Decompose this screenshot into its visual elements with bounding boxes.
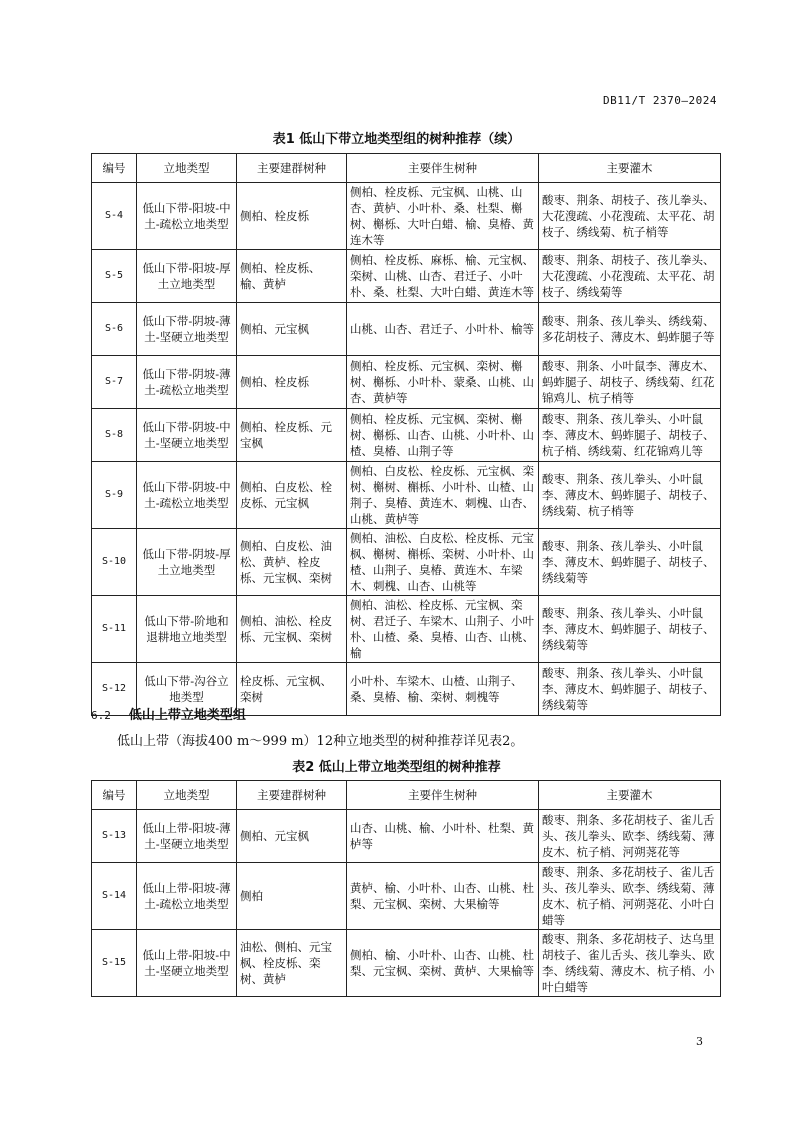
row-id: S-7	[92, 356, 137, 409]
table-row	[92, 409, 721, 462]
row-assoc-species: 侧柏、油松、白皮松、栓皮栎、元宝枫、槲树、槲栎、栾树、小叶朴、山楂、山荆子、臭椿、黄连木、车梁木、刺槐、山杏、山桃等	[347, 529, 539, 596]
row-assoc-species: 小叶朴、车梁木、山楂、山荆子、桑、臭椿、榆、栾树、刺槐等	[347, 663, 539, 716]
table1-header-assoc: 主要伴生树种	[347, 154, 539, 183]
row-shrubs: 酸枣、荆条、孩儿拳头、小叶鼠李、薄皮木、蚂蚱腿子、胡枝子、绣线菊等	[539, 596, 721, 663]
row-id: S-5	[92, 250, 137, 303]
row-main-species: 栓皮栎、元宝枫、栾树	[237, 663, 347, 716]
table1-header-type: 立地类型	[137, 154, 237, 183]
table-row	[92, 183, 721, 250]
row-assoc-species: 山桃、山杏、君迁子、小叶朴、榆等	[347, 303, 539, 356]
row-shrubs: 酸枣、荆条、小叶鼠李、薄皮木、蚂蚱腿子、胡枝子、绣线菊、红花锦鸡儿、杭子梢等	[539, 356, 721, 409]
row-shrubs: 酸枣、荆条、孩儿拳头、绣线菊、多花胡枝子、薄皮木、蚂蚱腿子等	[539, 303, 721, 356]
table-row	[92, 930, 721, 997]
table2-header-row	[92, 781, 721, 810]
row-type: 低山下带-阴坡-薄土-疏松立地类型	[137, 356, 237, 409]
row-id: S-9	[92, 462, 137, 529]
row-id: S-4	[92, 183, 137, 250]
row-main-species: 侧柏	[237, 863, 347, 930]
table2-caption: 表2 低山上带立地类型组的树种推荐	[292, 760, 501, 775]
row-id: S-13	[92, 810, 137, 863]
table2-header-id: 编号	[92, 781, 137, 810]
row-type: 低山上带-阳坡-中土-坚硬立地类型	[137, 930, 237, 997]
table-row	[92, 303, 721, 356]
row-type: 低山下带-阳坡-中土-疏松立地类型	[137, 183, 237, 250]
row-shrubs: 酸枣、荆条、孩儿拳头、小叶鼠李、薄皮木、蚂蚱腿子、胡枝子、杭子梢、绣线菊、红花锦鸡儿等	[539, 409, 721, 462]
row-main-species: 油松、侧柏、元宝枫、栓皮栎、栾树、黄栌	[237, 930, 347, 997]
body-paragraph: 低山上带（海拔400 m～999 m）12种立地类型的树种推荐详见表2。	[117, 734, 524, 749]
row-shrubs: 酸枣、荆条、孩儿拳头、小叶鼠李、薄皮木、蚂蚱腿子、胡枝子、绣线菊等	[539, 663, 721, 716]
row-shrubs: 酸枣、荆条、多花胡枝子、达乌里胡枝子、雀儿舌头、孩儿拳头、欧李、绣线菊、薄皮木、杭子梢、小叶白蜡等	[539, 930, 721, 997]
row-assoc-species: 黄栌、榆、小叶朴、山杏、山桃、杜梨、元宝枫、栾树、大果榆等	[347, 863, 539, 930]
table-row	[92, 863, 721, 930]
row-main-species: 侧柏、栓皮栎、榆、黄栌	[237, 250, 347, 303]
table-row	[92, 250, 721, 303]
row-type: 低山下带-阴坡-中土-疏松立地类型	[137, 462, 237, 529]
table-row	[92, 356, 721, 409]
row-assoc-species: 侧柏、白皮松、栓皮栎、元宝枫、栾树、槲树、槲栎、小叶朴、山楂、山荆子、臭椿、黄连木、刺槐、山杏、山桃、黄栌等	[347, 462, 539, 529]
row-shrubs: 酸枣、荆条、多花胡枝子、雀儿舌头、孩儿拳头、欧李、绣线菊、薄皮木、杭子梢、河朔荛花、小叶白蜡等	[539, 863, 721, 930]
table1	[91, 153, 721, 716]
row-id: S-15	[92, 930, 137, 997]
table2-header-main: 主要建群树种	[237, 781, 347, 810]
row-main-species: 侧柏、白皮松、栓皮栎、元宝枫	[237, 462, 347, 529]
table1-header-id: 编号	[92, 154, 137, 183]
section-title: 低山上带立地类型组	[128, 708, 246, 723]
row-type: 低山下带-沟谷立地类型	[137, 663, 237, 716]
row-id: S-14	[92, 863, 137, 930]
row-assoc-species: 侧柏、栓皮栎、元宝枫、栾树、槲树、槲栎、小叶朴、蒙桑、山桃、山杏、黄栌等	[347, 356, 539, 409]
row-id: S-12	[92, 663, 137, 716]
row-main-species: 侧柏、油松、栓皮栎、元宝枫、栾树	[237, 596, 347, 663]
row-type: 低山下带-阴坡-薄土-坚硬立地类型	[137, 303, 237, 356]
row-id: S-8	[92, 409, 137, 462]
row-assoc-species: 侧柏、栓皮栎、元宝枫、栾树、槲树、槲栎、山杏、山桃、小叶朴、山楂、臭椿、山荆子等	[347, 409, 539, 462]
row-main-species: 侧柏、元宝枫	[237, 303, 347, 356]
row-type: 低山下带-阶地和退耕地立地类型	[137, 596, 237, 663]
table1-header-row	[92, 154, 721, 183]
row-main-species: 侧柏、元宝枫	[237, 810, 347, 863]
table1-caption: 表1 低山下带立地类型组的树种推荐（续）	[272, 132, 521, 147]
table1-header-shrub: 主要灌木	[539, 154, 721, 183]
row-type: 低山上带-阳坡-薄土-坚硬立地类型	[137, 810, 237, 863]
row-id: S-10	[92, 529, 137, 596]
table2	[91, 780, 721, 997]
row-shrubs: 酸枣、荆条、胡枝子、孩儿拳头、大花溲疏、小花溲疏、太平花、胡枝子、绣线菊等	[539, 250, 721, 303]
table1-header-main: 主要建群树种	[237, 154, 347, 183]
row-shrubs: 酸枣、荆条、胡枝子、孩儿拳头、大花溲疏、小花溲疏、太平花、胡枝子、绣线菊、杭子梢等	[539, 183, 721, 250]
page-number: 3	[696, 1035, 703, 1048]
row-shrubs: 酸枣、荆条、多花胡枝子、雀儿舌头、孩儿拳头、欧李、绣线菊、薄皮木、杭子梢、河朔荛花等	[539, 810, 721, 863]
row-assoc-species: 侧柏、栓皮栎、元宝枫、山桃、山杏、黄栌、小叶朴、桑、杜梨、槲树、槲栎、大叶白蜡、榆、臭椿、黄连木等	[347, 183, 539, 250]
row-main-species: 侧柏、栓皮栎、元宝枫	[237, 409, 347, 462]
row-assoc-species: 侧柏、栓皮栎、麻栎、榆、元宝枫、栾树、山桃、山杏、君迁子、小叶朴、桑、杜梨、大叶白蜡、黄连木等	[347, 250, 539, 303]
row-assoc-species: 侧柏、榆、小叶朴、山杏、山桃、杜梨、元宝枫、栾树、黄栌、大果榆等	[347, 930, 539, 997]
table-row	[92, 810, 721, 863]
row-main-species: 侧柏、栓皮栎	[237, 183, 347, 250]
row-type: 低山下带-阴坡-厚土立地类型	[137, 529, 237, 596]
table-row	[92, 529, 721, 596]
table-row	[92, 596, 721, 663]
row-type: 低山下带-阴坡-中土-坚硬立地类型	[137, 409, 237, 462]
standard-number: DB11/T 2370—2024	[603, 94, 717, 107]
table2-header-type: 立地类型	[137, 781, 237, 810]
row-main-species: 侧柏、栓皮栎	[237, 356, 347, 409]
row-assoc-species: 侧柏、油松、栓皮栎、元宝枫、栾树、君迁子、车梁木、山荆子、小叶朴、山楂、桑、臭椿、山杏、山桃、榆	[347, 596, 539, 663]
table2-header-assoc: 主要伴生树种	[347, 781, 539, 810]
section-heading	[91, 704, 246, 723]
row-main-species: 侧柏、白皮松、油松、黄栌、栓皮栎、元宝枫、栾树	[237, 529, 347, 596]
row-assoc-species: 山杏、山桃、榆、小叶朴、杜梨、黄栌等	[347, 810, 539, 863]
table2-header-shrub: 主要灌木	[539, 781, 721, 810]
row-id: S-6	[92, 303, 137, 356]
row-shrubs: 酸枣、荆条、孩儿拳头、小叶鼠李、薄皮木、蚂蚱腿子、胡枝子、绣线菊、杭子梢等	[539, 462, 721, 529]
section-number: 6.2	[91, 709, 111, 722]
row-type: 低山下带-阳坡-厚土立地类型	[137, 250, 237, 303]
row-id: S-11	[92, 596, 137, 663]
row-type: 低山上带-阳坡-薄土-疏松立地类型	[137, 863, 237, 930]
table-row	[92, 462, 721, 529]
row-shrubs: 酸枣、荆条、孩儿拳头、小叶鼠李、薄皮木、蚂蚱腿子、胡枝子、绣线菊等	[539, 529, 721, 596]
